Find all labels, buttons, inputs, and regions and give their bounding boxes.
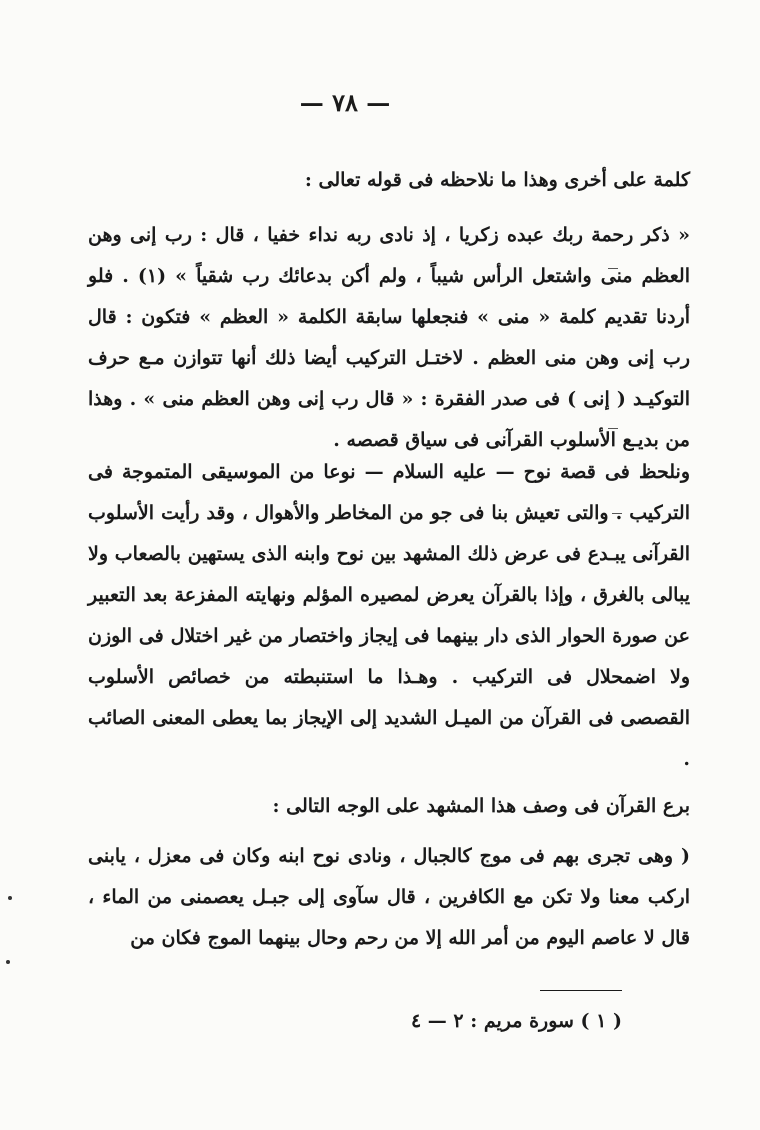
verse-paragraph-hud: ( وهى تجرى بهم فى موج كالجبال ، ونادى نوح ابنه وكان فى معزل ، يابنى اركب معنا ولا تكن مع الكافرين ، قال سآوى إلى جبـل يعصمنى من الماء ، قال لا عاصم اليوم من أمر الله إلا من رحم وحال بينهما الموج فكان من [88, 845, 690, 949]
noah-story-paragraph: ونلحظ فى قصة نوح — عليه السلام — نوعا من الموسيقى المتموجة فى التركيب . والتى تعيش بنا فى جو من المخاطر والأهوال ، وقد رأيت الأسلوب القرآنى يبـدع فى عرض ذلك المشهد بين نوح وابنه الذى يستهين بالصعاب ولا يبالى بالغرق ، وإذا بالقرآن يعرض لمصيره المؤلم ونهايته المفزعة بعد التعبير عن صورة الحوار الذى دار بينهما فى إيجاز واختصار من غير اختلال فى الوزن ولا اضمحلال فى التركيب . وهـذا ما استنبطته من خصائص الأسلوب القصصى فى القرآن من الميـل الشديد إلى الإيجاز بما يعطى المعنى الصائب . [88, 461, 690, 770]
footnote: ( ١ ) سورة مريم : ٢ — ٤ [410, 1010, 622, 1032]
margin-mark [612, 513, 622, 514]
margin-mark [608, 428, 618, 429]
intro-line: كلمة على أخرى وهذا ما نلاحظه فى قوله تعالى : [304, 169, 690, 191]
verse-paragraph-maryam: « ذكر رحمة ربك عبده زكريا ، إذ نادى ربه نداء خفيا ، قال : رب إنى وهن العظم منى واشتعل الرأس شيباً ، ولم أكن بدعائك رب شقياً » (١) . فلو أردنا تقديم كلمة « منى » فنجعلها سابقة الكلمة « العظم » فتكون : قال رب إنى وهن منى العظم . لاختـل التركيب أيضا ذلك أنها تتوازن مـع حرف التوكيـد ( إنى ) فى صدر الفقرة : « قال رب إنى وهن العظم منى » . وهذا من بديـع الأسلوب القرآنى فى سياق قصصه . [88, 224, 690, 451]
margin-mark [608, 268, 618, 269]
margin-dot [8, 896, 12, 900]
page-number: — ٧٨ — [299, 88, 391, 117]
verse-intro-line: برع القرآن فى وصف هذا المشهد على الوجه التالى : [272, 795, 690, 817]
margin-dot [6, 960, 10, 964]
footnote-divider [540, 990, 622, 991]
